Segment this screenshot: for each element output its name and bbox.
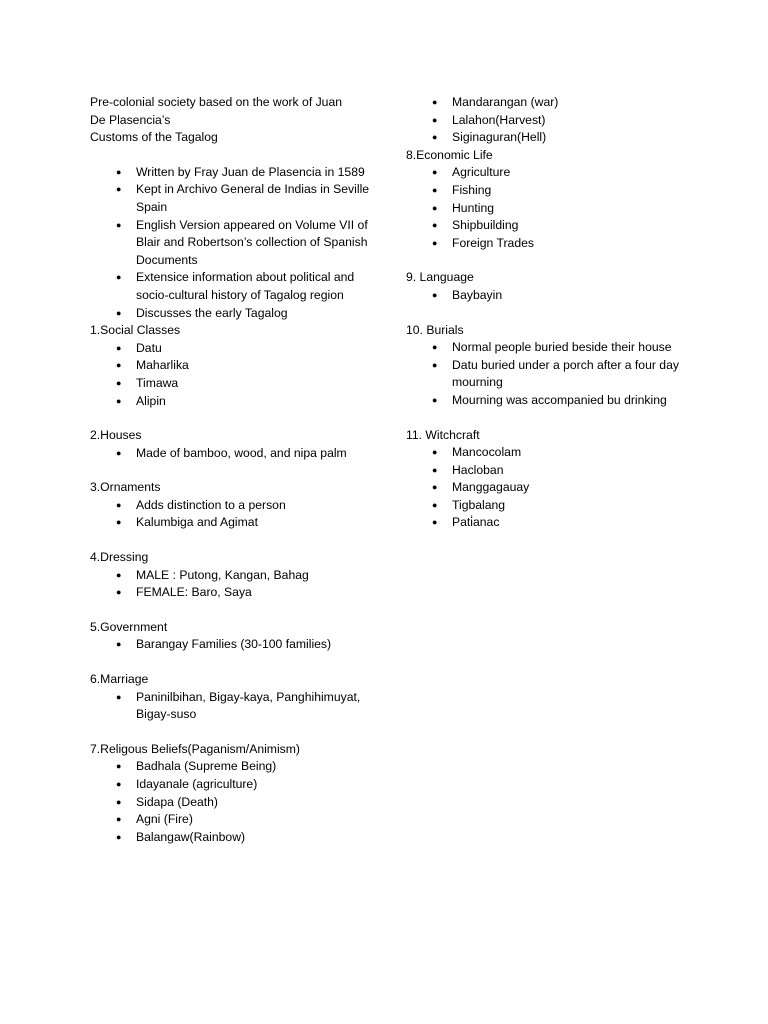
list-item-text: Kalumbiga and Agimat <box>136 515 258 530</box>
section <box>90 549 380 602</box>
list-item <box>90 340 380 358</box>
bullet-icon: ● <box>116 377 122 388</box>
bullet-icon: ● <box>116 761 122 772</box>
title-line: Customs of the Tagalog <box>90 130 218 145</box>
list-item <box>406 392 706 410</box>
list-item <box>90 217 380 270</box>
bullet-icon: ● <box>116 219 122 230</box>
bullet-icon: ● <box>432 237 438 248</box>
list-item <box>90 829 380 847</box>
bullet-icon: ● <box>432 132 438 143</box>
list-item <box>406 129 706 147</box>
section-title: 6.Marriage <box>90 672 149 687</box>
bullet-icon: ● <box>116 796 122 807</box>
section-title: 11. Witchcraft <box>406 427 480 442</box>
bullet-icon: ● <box>116 272 122 283</box>
list-item-text: Agriculture <box>452 165 511 180</box>
bullet-icon: ● <box>432 482 438 493</box>
list-item-text: FEMALE: Baro, Saya <box>136 585 252 600</box>
list-item-text: Mandarangan (war) <box>452 95 559 109</box>
bullet-icon: ● <box>116 307 122 318</box>
list-item <box>90 689 380 724</box>
bullet-icon: ● <box>116 342 122 353</box>
list-item <box>90 758 380 776</box>
list-item-text: Lalahon(Harvest) <box>452 112 546 127</box>
list-item-text: Foreign Trades <box>452 235 534 250</box>
list-item-text: Timawa <box>136 375 179 390</box>
bullet-icon: ● <box>116 569 122 580</box>
list-item-text: Mourning was accompanied bu drinking <box>452 392 667 407</box>
list-item <box>406 444 706 462</box>
title-line: De Plasencia’s <box>90 112 171 127</box>
title-line: Pre-colonial society based on the work of Juan <box>90 95 343 109</box>
list-item-text: Barangay Families (30-100 families) <box>136 637 332 652</box>
list-item-text: Manggagauay <box>452 480 530 495</box>
list-item <box>90 445 380 463</box>
list-item-text: Tigbalang <box>452 497 506 512</box>
list-item <box>406 287 706 305</box>
list-item-text: Alipin <box>136 393 166 408</box>
list-item <box>90 164 380 182</box>
section-list <box>90 758 380 846</box>
section-list <box>90 340 380 410</box>
section-title: 3.Ornaments <box>90 480 161 495</box>
list-item-text: Maharlika <box>136 358 189 373</box>
section <box>90 479 380 532</box>
list-item <box>406 339 706 357</box>
bullet-icon: ● <box>432 499 438 510</box>
list-item-text: Siginaguran(Hell) <box>452 130 547 145</box>
list-item <box>90 584 380 602</box>
list-item-text: Badhala (Supreme Being) <box>136 759 277 774</box>
bullet-icon: ● <box>116 499 122 510</box>
list-item <box>406 357 706 392</box>
bullet-icon: ● <box>432 202 438 213</box>
list-item <box>406 235 706 253</box>
bullet-icon: ● <box>116 639 122 650</box>
list-item-text: Hacloban <box>452 462 504 477</box>
bullet-icon: ● <box>116 814 122 825</box>
section <box>406 322 706 410</box>
bullet-icon: ● <box>432 359 438 370</box>
list-item-text: Fishing <box>452 182 492 197</box>
section-list <box>406 339 706 409</box>
list-item <box>406 497 706 515</box>
bullet-icon: ● <box>432 289 438 300</box>
list-item-text: Mancocolam <box>452 445 522 460</box>
section-list <box>90 689 380 724</box>
list-item <box>90 375 380 393</box>
bullet-icon: ● <box>116 691 122 702</box>
list-item-text: Paninilbihan, Bigay-kaya, Panghihimuyat, Bigay-suso <box>136 689 361 722</box>
list-item <box>406 217 706 235</box>
section <box>406 147 706 253</box>
section-title: 9. Language <box>406 270 474 285</box>
bullet-icon: ● <box>116 184 122 195</box>
list-item-text: Pati̇anac <box>452 515 500 530</box>
bullet-icon: ● <box>432 184 438 195</box>
right-column <box>406 94 706 549</box>
bullet-icon: ● <box>116 166 122 177</box>
list-item <box>90 393 380 411</box>
list-item <box>406 514 706 532</box>
left-sections <box>90 322 380 846</box>
section <box>406 269 706 304</box>
bullet-icon: ● <box>432 220 438 231</box>
list-item-text: Kept in Archivo General de Indias in Seville Spain <box>136 182 370 214</box>
list-item <box>90 181 380 216</box>
list-item <box>406 94 706 112</box>
list-item <box>406 462 706 480</box>
section <box>90 322 380 410</box>
list-item <box>406 182 706 200</box>
section-list <box>406 444 706 532</box>
list-item-text: Baybayin <box>452 287 503 302</box>
section-title: 8.Economic Life <box>406 147 493 162</box>
bullet-icon: ● <box>432 114 438 125</box>
list-item <box>90 811 380 829</box>
section <box>90 427 380 462</box>
bullet-icon: ● <box>116 360 122 371</box>
list-item-text: Datu buried under a porch after a four day mourning <box>452 357 679 390</box>
list-item <box>406 112 706 130</box>
section-title: 7.Religous Beliefs(Paganism/Animism) <box>90 741 300 756</box>
list-item <box>90 269 380 304</box>
section-title: 1.Social Classes <box>90 323 181 338</box>
list-item-text: Balangaw(Rainbow) <box>136 829 246 844</box>
list-item-text: MALE : Putong, Kangan, Bahag <box>136 567 309 582</box>
bullet-icon: ● <box>432 167 438 178</box>
section-list <box>406 164 706 252</box>
religious-beliefs-continued-list <box>406 94 706 147</box>
list-item-text: Hunting <box>452 200 495 215</box>
section <box>90 671 380 724</box>
list-item <box>406 479 706 497</box>
intro-list <box>90 164 380 322</box>
bullet-icon: ● <box>116 779 122 789</box>
list-item-text: English Version appeared on Volume VII of Blair and Robertson’s collection of Spanish Documents <box>136 217 368 267</box>
list-item <box>90 776 380 794</box>
list-item-text: Adds distinction to a person <box>136 497 286 512</box>
document-title <box>90 94 380 147</box>
left-column <box>90 94 380 863</box>
section-title: 10. Burials <box>406 322 464 337</box>
list-item <box>406 164 706 182</box>
list-item <box>90 305 380 323</box>
section-list <box>406 287 706 305</box>
section <box>90 741 380 847</box>
section-title: 5.Government <box>90 619 168 634</box>
list-item <box>90 567 380 585</box>
bullet-icon: ● <box>432 464 438 475</box>
bullet-icon: ● <box>116 447 122 458</box>
bullet-icon: ● <box>432 394 438 405</box>
section-list <box>90 445 380 463</box>
list-item <box>90 514 380 532</box>
section-list <box>90 497 380 532</box>
list-item-text: Agni (Fire) <box>136 812 193 827</box>
bullet-icon: ● <box>432 342 438 353</box>
list-item-text: Extensice information about political and socio-cultural history of Tagalog region <box>136 270 355 302</box>
list-item <box>90 794 380 812</box>
bullet-icon: ● <box>116 587 122 598</box>
section <box>90 619 380 654</box>
right-sections <box>406 147 706 532</box>
section-list <box>90 567 380 602</box>
list-item-text: Discusses the early Tagalog <box>136 305 288 320</box>
bullet-icon: ● <box>432 447 438 458</box>
list-item <box>90 497 380 515</box>
bullet-icon: ● <box>116 517 122 528</box>
section-title: 4.Dressing <box>90 550 149 565</box>
list-item-text: Made of bamboo, wood, and nipa palm <box>136 445 347 460</box>
bullet-icon: ● <box>432 97 438 107</box>
section-list <box>90 636 380 654</box>
list-item-text: Idayanale (agriculture) <box>136 777 258 791</box>
section-title: 2.Houses <box>90 428 142 443</box>
list-item-text: Datu <box>136 340 162 355</box>
list-item-text: Written by Fray Juan de Plasencia in 1589 <box>136 164 365 179</box>
list-item-text: Shipbuilding <box>452 218 519 233</box>
bullet-icon: ● <box>116 395 122 406</box>
list-item <box>90 357 380 375</box>
list-item-text: Sidapa (Death) <box>136 794 218 809</box>
section <box>406 427 706 533</box>
bullet-icon: ● <box>432 517 438 528</box>
list-item-text: Normal people buried beside their house <box>452 340 672 355</box>
list-item <box>90 636 380 654</box>
bullet-icon: ● <box>116 831 122 842</box>
list-item <box>406 200 706 218</box>
